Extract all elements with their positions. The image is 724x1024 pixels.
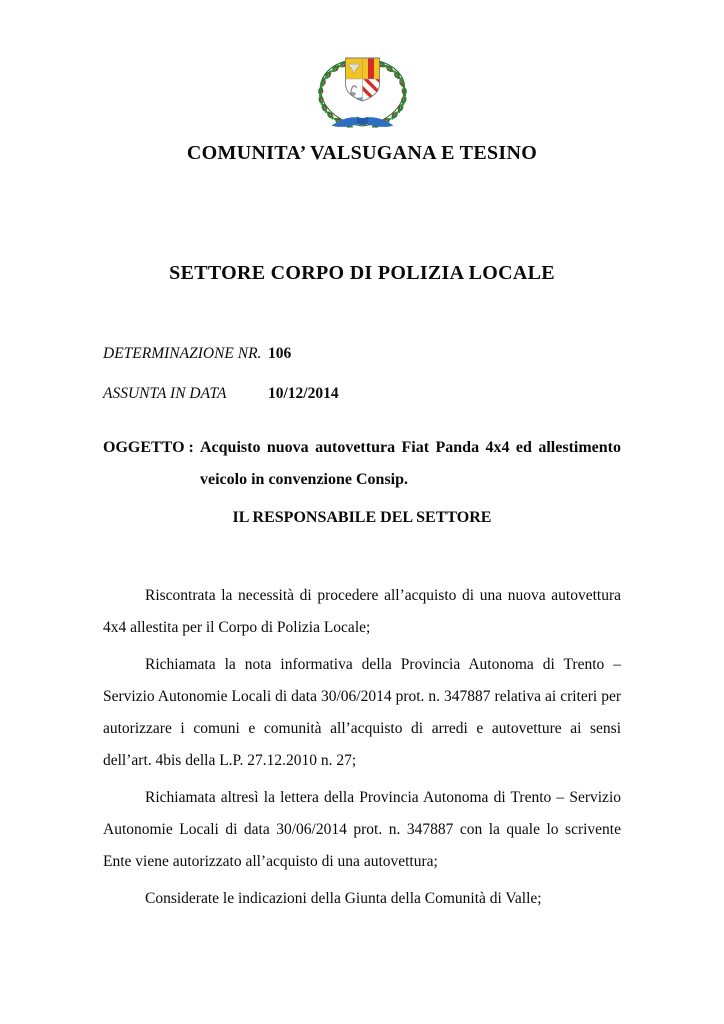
document-body [103,580,621,915]
body-paragraph: Richiamata altresì la lettera della Provincia Autonoma di Trento – Servizio Autonomie Locali di data 30/06/2014 prot. n. 347887 con la quale lo scrivente Ente viene autorizzato all’acquisto di una autovettura; [103,789,621,870]
determination-number-row [103,343,621,365]
coat-of-arms-graphic [304,54,421,134]
body-paragraph: Riscontrata la necessità di procedere all’acquisto di una nuova autovettura 4x4 allestita per il Corpo di Polizia Locale; [103,587,621,636]
determination-number-value: 106 [268,345,292,362]
determination-fields [103,343,621,405]
assumption-date-row [103,383,621,405]
ribbon-icon [331,117,393,127]
authority-name: COMUNITA’ VALSUGANA E TESINO [186,142,538,164]
body-paragraph: Considerate le indicazioni della Giunta della Comunità di Valle; [145,890,542,907]
coat-of-arms [103,0,621,132]
body-paragraph: Richiamata la nota informativa della Provincia Autonoma di Trento – Servizio Autonomie Locali di data 30/06/2014 prot. n. 347887 relativa ai criteri per autorizzare i comuni e comunità all’acquisto di arredi e autovetture ai sensi dell’art. 4bis della L.P. 27.12.2010 n. 27; [103,656,621,769]
responsible-heading: IL RESPONSABILE DEL SETTORE [232,509,492,526]
determination-number-label: DETERMINAZIONE NR. [103,345,262,362]
subject-text: Acquisto nuova autovettura Fiat Panda 4x4 ed allestimento veicolo in convenzione Consip. [200,439,621,488]
assumption-date-label: ASSUNTA IN DATA [103,385,227,402]
subject-block [103,432,621,496]
sector-title: SETTORE CORPO DI POLIZIA LOCALE [169,262,555,284]
assumption-date-value: 10/12/2014 [268,385,339,402]
subject-label: OGGETTO : [103,439,194,456]
